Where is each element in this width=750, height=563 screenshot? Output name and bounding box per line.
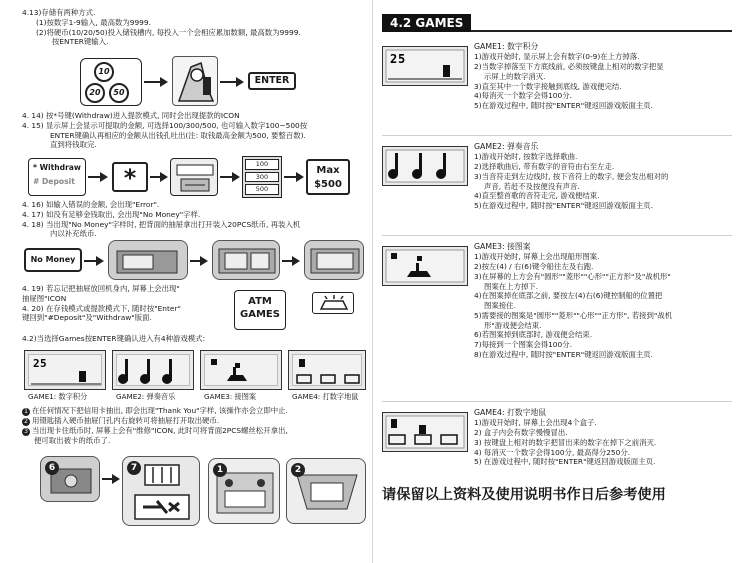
withdraw-label: * Withdraw bbox=[33, 163, 81, 172]
arrow-line bbox=[102, 478, 112, 480]
note-3-text: 当出现卡住纸币时, 屏幕上会有"维修"ICON, 此时可将背面2PCS螺丝松开拿出, bbox=[32, 426, 288, 435]
page-fold bbox=[372, 0, 373, 563]
arrow-icon bbox=[292, 256, 300, 266]
amount-option: 300 bbox=[245, 172, 279, 183]
game3-step: 图案在上方掉下. bbox=[484, 281, 539, 291]
coin-50: 50 bbox=[109, 83, 129, 103]
game4-step: 1)游戏开始时, 屏幕上会出现4个盒子. bbox=[474, 418, 597, 428]
game2-step: 1)游戏开始时, 按数字选择歌曲. bbox=[474, 152, 578, 162]
game4-step: 5) 在游戏过程中, 随时按"ENTER"键返回游戏版面主页. bbox=[474, 457, 656, 467]
atm-games-menu bbox=[234, 290, 286, 330]
arrow-icon bbox=[236, 77, 244, 87]
arrow-icon bbox=[100, 172, 108, 182]
game1-step: 示屏上的数字消灭. bbox=[484, 71, 546, 81]
svg-text:2: 2 bbox=[33, 357, 40, 370]
note-marker-3: 3 bbox=[22, 428, 30, 436]
arrow-line bbox=[88, 176, 100, 178]
lcd-screen bbox=[292, 354, 362, 386]
s416-l2: 4. 17) 如没有足够金钱取出, 会出现"No Money"字样. bbox=[22, 209, 201, 219]
s419-l2: 抽屉图"ICON bbox=[22, 293, 67, 303]
games-section-header bbox=[382, 14, 732, 32]
coin-20: 20 bbox=[85, 83, 105, 103]
games-title: 4.2 GAMES bbox=[382, 14, 471, 32]
s419-l1: 4. 19) 若忘记把抽屉放回机身内, 屏幕上会出现" bbox=[22, 284, 180, 293]
deposit-label: # Deposit bbox=[33, 177, 75, 187]
maintenance-illustration bbox=[122, 456, 200, 526]
game3-caption: GAME3: 接图案 bbox=[204, 392, 257, 401]
keep-instructions-note: 请保留以上资料及使用说明书作日后参考使用 bbox=[382, 487, 666, 503]
s419-l4: 键回到"#Deposit"及"Withdraw"版面. bbox=[22, 313, 152, 323]
game3-step: 6)若图案掉到底部时, 游戏便会结束. bbox=[474, 330, 593, 340]
atm-label: ATM bbox=[248, 296, 272, 307]
photo-number: 1 bbox=[213, 463, 227, 477]
drawer-photo-1 bbox=[108, 240, 188, 280]
game3-step: 1)游戏开始时, 屏幕上会出现船形图案. bbox=[474, 252, 600, 262]
game2-screen bbox=[382, 146, 468, 186]
game1-section bbox=[382, 42, 732, 136]
s413-line1: (1)按数字1-9输入, 最高数为9999. bbox=[36, 17, 151, 27]
lcd-screen bbox=[204, 354, 278, 386]
game2-step: 2)选择歌曲后, 带有数字的音符由右至左走. bbox=[474, 162, 615, 172]
note-3b: 便可取出被卡的纸币了. bbox=[34, 436, 111, 445]
game3-thumb bbox=[200, 350, 282, 390]
arrow-line bbox=[220, 176, 232, 178]
game4-screen bbox=[382, 412, 468, 452]
game1-screen bbox=[382, 46, 468, 86]
note-2 bbox=[22, 416, 367, 426]
arrow-line bbox=[144, 81, 160, 83]
lcd-screen bbox=[116, 354, 190, 386]
s414-l1: 4. 14) 按*号键(Withdraw)进入提款模式, 同时会出现提款的ICON bbox=[22, 111, 240, 120]
s419-l3: 4. 20) 在存钱模式或提款模式下, 随时按"Enter" bbox=[22, 303, 181, 313]
svg-text:2: 2 bbox=[390, 52, 398, 66]
note-marker-1: 1 bbox=[22, 408, 30, 416]
star-key: * bbox=[112, 162, 148, 192]
game1-step: 5)在游戏过程中, 随时按"ENTER"键返回游戏版面主页. bbox=[474, 101, 653, 111]
game2-thumb bbox=[112, 350, 194, 390]
game3-step: 3)在屏幕的上方会有"圆形""菱形""心形""正方形"及"战机形" bbox=[474, 271, 671, 281]
game2-step: 声音, 若赶不及按便没有声音. bbox=[484, 181, 580, 191]
section-4-13 bbox=[22, 8, 367, 47]
notes bbox=[22, 406, 367, 446]
s413-line3: 按ENTER键输入. bbox=[52, 37, 109, 47]
max-amount-box bbox=[306, 159, 350, 195]
s416-l4: 内以补充纸币. bbox=[50, 229, 97, 239]
game1-step: 3)直至其中一个数字接触到底线, 游戏便完结. bbox=[474, 81, 622, 91]
game3-step: 2)按左(4) / 右(6)键令船往左及右跑. bbox=[474, 262, 594, 272]
game4-step: 2) 盒子内会有数字慢慢冒出. bbox=[474, 428, 568, 438]
max-value: $500 bbox=[314, 179, 342, 190]
arrow-icon bbox=[160, 172, 168, 182]
game1-thumb bbox=[24, 350, 106, 390]
game2-text bbox=[474, 142, 729, 211]
photo-number: 7 bbox=[127, 461, 141, 475]
arrow-icon bbox=[160, 77, 168, 87]
game3-step: 4)在图案掉在底部之前, 要按左(4)右(6)键控制船的位置把 bbox=[474, 291, 663, 301]
arrow-icon bbox=[112, 474, 120, 484]
game2-caption: GAME2: 弹奏音乐 bbox=[116, 392, 176, 401]
right-column bbox=[382, 14, 732, 544]
game1-step: 2)当数字掉落至下方底线前, 必须按键盘上相对的数字把显 bbox=[474, 62, 664, 72]
arrow-icon bbox=[200, 256, 208, 266]
arrow-icon bbox=[232, 172, 240, 182]
game4-thumb bbox=[288, 350, 366, 390]
no-money-screen: No Money bbox=[24, 248, 82, 272]
game3-step: 5)需要接的图案是"圆形""菱形""心形""正方形", 若接到"战机 bbox=[474, 310, 673, 320]
amount-option: 500 bbox=[245, 184, 279, 195]
s413-line2: (2)将硬币(10/20/50)投入储钱槽内, 每投入一个会相应累加数额, 最高数为9999. bbox=[36, 27, 301, 37]
game2-step: 4)直至整首歌的音符走完, 游戏便结束. bbox=[474, 191, 600, 201]
game3-screen bbox=[382, 246, 468, 286]
amount-option: 100 bbox=[245, 159, 279, 170]
s416-l1: 4. 16) 如输入错误的金额, 会出现"Error". bbox=[22, 200, 160, 209]
game1-step: 4)每消灭一个数字会得100分. bbox=[474, 91, 572, 101]
cash-slot-icon bbox=[170, 158, 218, 196]
games-label: GAMES bbox=[240, 309, 280, 321]
s414-l3: ENTER键确认再相应的金额从出钱孔吐出(注: 取钱最高金额为500, 要整百数). bbox=[50, 130, 306, 140]
max-label: Max bbox=[316, 165, 340, 176]
arrow-icon bbox=[96, 256, 104, 266]
amount-options bbox=[242, 156, 282, 198]
withdraw-deposit-panel bbox=[28, 158, 86, 196]
coin-10: 10 bbox=[94, 62, 114, 82]
note-1-text: 在任何情况下把信用卡抽出, 即会出现"Thank You"字样, 该操作亦会立即中止. bbox=[32, 406, 288, 415]
coin-drawer-photo bbox=[40, 456, 100, 502]
note-3 bbox=[22, 426, 367, 436]
lcd-screen bbox=[28, 354, 102, 386]
game3-step: 图案接住. bbox=[484, 301, 516, 311]
section-4-19 bbox=[22, 284, 232, 323]
arrow-line bbox=[282, 260, 292, 262]
game3-text bbox=[474, 242, 729, 360]
game4-step: 3) 按键盘上相对的数字把冒出来的数字在掉下之前消灭. bbox=[474, 437, 657, 447]
arrow-line bbox=[150, 176, 160, 178]
drawer-open-icon bbox=[312, 292, 354, 314]
note-1 bbox=[22, 406, 367, 416]
arrow-line bbox=[84, 260, 96, 262]
arrow-line bbox=[220, 81, 236, 83]
arrow-icon bbox=[296, 172, 304, 182]
game3-section bbox=[382, 242, 732, 402]
photo-number: 2 bbox=[291, 463, 305, 477]
coin-slot-illustration bbox=[172, 56, 218, 106]
svg-text:5: 5 bbox=[40, 357, 47, 370]
game4-text bbox=[474, 408, 729, 467]
game1-step: 1)游戏开始时, 显示屏上会有数字(0-9)在上方掉落. bbox=[474, 52, 640, 62]
game4-caption: GAME4: 打数字地鼠 bbox=[292, 392, 359, 401]
note-marker-2: 2 bbox=[22, 418, 30, 426]
photo-number: 6 bbox=[45, 461, 59, 475]
drawer-photo-3 bbox=[304, 240, 364, 280]
s416-l3: 4. 18) 当出现"No Money"字样时, 把背面的抽屉拿出打开装入20PCS纸币, 再装入机 bbox=[22, 219, 301, 229]
back-panel-photo-1 bbox=[208, 458, 280, 524]
drawer-photo-2 bbox=[212, 240, 280, 280]
s414-l4: 直到将钱取完. bbox=[50, 140, 97, 150]
game2-section bbox=[382, 142, 732, 236]
game1-title: GAME1: 数字积分 bbox=[474, 42, 539, 51]
back-panel-photo-2 bbox=[286, 458, 366, 524]
left-column bbox=[22, 8, 367, 556]
arrow-line bbox=[190, 260, 200, 262]
game3-step: 7)每接到一个图案会得100分. bbox=[474, 340, 572, 350]
s414-l2: 4. 15) 显示屏上会显示可提取的金额, 可选择100/300/500, 也可输入数字100~500按 bbox=[22, 120, 308, 130]
game1-text bbox=[474, 42, 729, 111]
section-4-2-intro: 4.2)当选择Games按ENTER键确认进入有4种游戏模式: bbox=[22, 334, 206, 343]
game2-step: 5)在游戏过程中, 随时按"ENTER"键返回游戏版面主页. bbox=[474, 201, 653, 211]
game3-step: 形"游戏便会结束. bbox=[484, 320, 542, 330]
game2-title: GAME2: 弹奏音乐 bbox=[474, 142, 539, 151]
coins-panel bbox=[80, 58, 142, 106]
section-4-16 bbox=[22, 200, 367, 239]
game3-title: GAME3: 接图案 bbox=[474, 242, 531, 251]
note-2-text: 用镊匙插入硬币抽屉门孔内右旋转可将抽屉打开取出硬币. bbox=[32, 416, 220, 425]
s413-title: 4.13)存储有两种方式. bbox=[22, 8, 96, 17]
game2-step: 3)当音符走到左边线时, 按下音符上的数字, 便会发出相对的 bbox=[474, 171, 669, 181]
svg-text:5: 5 bbox=[398, 52, 406, 66]
game4-step: 4) 每消灭一个数字会得100分, 最高得分250分. bbox=[474, 447, 631, 457]
game4-section bbox=[382, 408, 732, 480]
enter-key: ENTER bbox=[248, 72, 296, 90]
arrow-line bbox=[284, 176, 296, 178]
game1-caption: GAME1: 数字积分 bbox=[28, 392, 88, 401]
game4-title: GAME4: 打数字地鼠 bbox=[474, 408, 547, 417]
section-4-14 bbox=[22, 111, 367, 150]
game3-step: 8)在游戏过程中, 随时按"ENTER"键返回游戏版面主页. bbox=[474, 349, 653, 359]
